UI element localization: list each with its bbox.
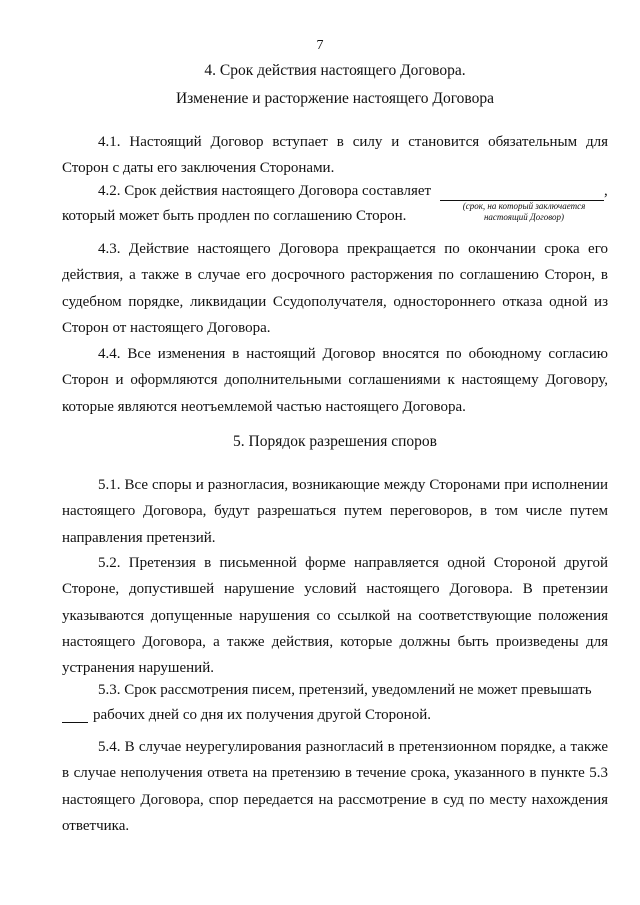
- paragraph-4-4: 4.4. Все изменения в настоящий Договор вносятся по обоюдному согласию Сторон и оформляются дополнительными соглашениями к настоящему Договору, которые являются неотъемлемой частью настоящего Договора.: [62, 346, 608, 415]
- term-footnote: (срок, на который заключается настоящий Договор): [462, 201, 586, 222]
- paragraph-4-2-line1: 4.2. Срок действия настоящего Договора составляет: [98, 183, 432, 199]
- page-number: 7: [316, 38, 324, 53]
- paragraph-5-2: 5.2. Претензия в письменной форме направляется одной Стороной другой Стороне, допустившей нарушение условий настоящего Договора. В претензии указываются допущенные нарушения со ссылкой на соответствующие положения настоящего Договора, а также действия, которые должны быть произведены для устранения нарушений.: [62, 555, 608, 677]
- paragraph-5-1: 5.1. Все споры и разногласия, возникающие между Сторонами при исполнении настоящего Договора, будут разрешаться путем переговоров, в том числе путем направления претензий.: [62, 477, 608, 546]
- paragraph-5-3-line1: 5.3. Срок рассмотрения писем, претензий, уведомлений не может превышать: [98, 682, 592, 698]
- section-5-title: 5. Порядок разрешения споров: [233, 433, 437, 450]
- section-4-subtitle: Изменение и расторжение настоящего Договора: [175, 90, 495, 107]
- section-4-title: 4. Срок действия настоящего Договора.: [204, 62, 466, 79]
- days-blank-line: [62, 708, 88, 723]
- paragraph-4-3: 4.3. Действие настоящего Договора прекращается по окончании срока его действия, а также в случае его досрочного расторжения по соглашению Сторон, в судебном порядке, ликвидации Ссудополучателя, одностороннего отказа одной из Сторон от настоящего Договора.: [62, 241, 608, 336]
- paragraph-4-2-comma: ,: [604, 183, 608, 199]
- paragraph-4-2-line2: который может быть продлен по соглашению Сторон.: [62, 208, 407, 224]
- paragraph-5-3-line2: рабочих дней со дня их получения другой Стороной.: [93, 707, 431, 723]
- paragraph-5-4: 5.4. В случае неурегулирования разногласий в претензионном порядке, а также в случае неполучения ответа на претензию в течение срока, указанного в пункте 5.3 настоящего Договора, спор передается на рассмотрение в суд по месту нахождения ответчика.: [62, 739, 608, 834]
- term-blank-line: [440, 186, 604, 201]
- paragraph-4-1: 4.1. Настоящий Договор вступает в силу и становится обязательным для Сторон с даты его заключения Сторонами.: [62, 134, 608, 177]
